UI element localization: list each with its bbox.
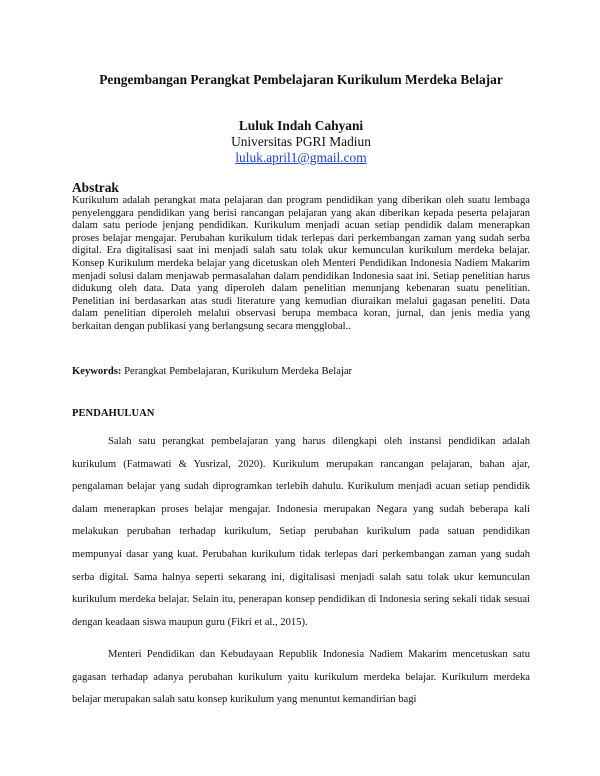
keywords-line xyxy=(72,365,530,378)
author-email-link[interactable]: luluk.april1@gmail.com xyxy=(235,150,367,165)
paper-title: Pengembangan Perangkat Pembelajaran Kurikulum Merdeka Belajar xyxy=(99,72,503,87)
section-heading-pendahuluan: PENDAHULUAN xyxy=(72,408,155,419)
keywords-label: Keywords: xyxy=(72,366,122,377)
abstract-heading: Abstrak xyxy=(72,180,119,195)
intro-paragraph-2: Menteri Pendidikan dan Kebudayaan Republik Indonesia Nadiem Makarim mencetuskan satu gagasan terhadap adanya perubahan kurikulum yaitu kurikulum merdeka belajar. Kurikulum merdeka belajar merupakan salah satu konsep kurikulum yang menuntut kemandirian bagi xyxy=(72,649,530,706)
author-name: Luluk Indah Cahyani xyxy=(238,118,364,133)
author-block xyxy=(72,118,530,166)
author-affiliation: Universitas PGRI Madiun xyxy=(231,134,371,149)
intro-paragraph-1: Salah satu perangkat pembelajaran yang harus dilengkapi oleh instansi pendidikan adalah kurikulum (Fatmawati & Yusrizal, 2020). Kurikulum merupakan rancangan pelajaran, bahan ajar, pengalaman belajar yang sudah diprogramkan terlebih dahulu. Kurikulum menjadi acuan setiap pendidik dalam menerapkan proses belajar mengajar. Indonesia merupakan Negara yang sudah beberapa kali melakukan perubahan terhadap kurikulum, Setiap perubahan kurikulum pada satuan pendidikan mempunyai dasar yang kuat. Perubahan kurikulum tidak terlepas dari perkembangan zaman yang sudah serba digital. Sama halnya seperti sekarang ini, digitalisasi menjadi salah satu tolak ukur kemunculan kurikulum merdeka belajar. Selain itu, penerapan konsep pendidikan di Indonesia sering sekali tidak sesuai dengan keadaan siswa maupun guru (Fikri et al., 2015). xyxy=(72,436,530,628)
abstract-text: Kurikulum adalah perangkat mata pelajaran dan program pendidikan yang diberikan oleh suatu lembaga penyelenggara pendidikan yang berisi rancangan pelajaran yang akan diberikan kepada peserta pelajaran dalam satu periode jenjang pendidikan. Kurikulum menjadi acuan setiap pendidik dalam menerapkan proses belajar mengajar. Perubahan kurikulum tidak terlepas dari perkembangan zaman yang sudah serba digital. Era digitalisasi saat ini menjadi salah satu tolak ukur kemunculan kurikulum merdeka belajar. Konsep Kurikulum merdeka belajar yang dicetuskan oleh Menteri Pendidikan Indonesia Nadiem Makarim menjadi solusi dalam menjawab permasalahan dalam pendidikan Indonesia saat ini. Setiap penelitian harus didukung oleh data. Data yang diperoleh dalam penelitian menunjang kebenaran suatu penelitian. Penelitian ini berdasarkan atas studi literature yang kemudian diuraikan melalui gagasan peneliti. Data dalam penelitian diperoleh melalui observasi berupa membaca koran, jurnal, dan jenis media yang berkaitan dengan publikasi yang berlangsung secara mengglobal.. xyxy=(72,195,530,332)
keywords-list: Perangkat Pembelajaran, Kurikulum Merdeka Belajar xyxy=(124,366,353,377)
